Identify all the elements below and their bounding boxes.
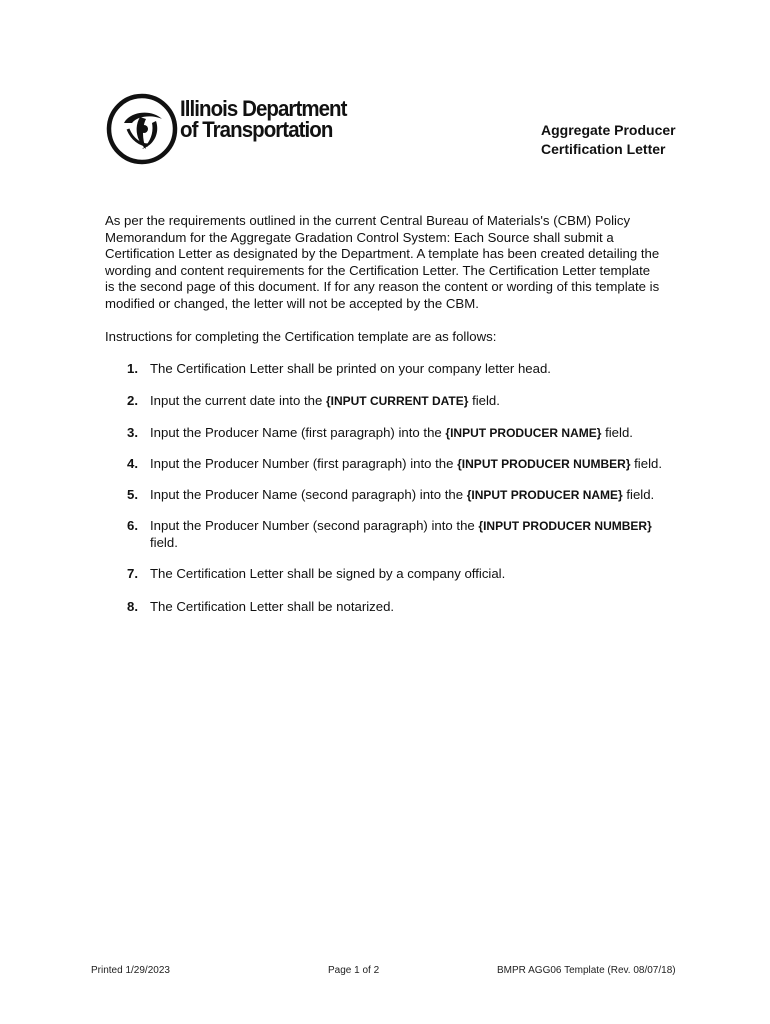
list-item-number: 8. xyxy=(127,599,138,614)
step-text: The Certification Letter shall be printed on your company letter head. xyxy=(150,361,551,376)
list-item-text xyxy=(150,518,710,551)
list-item-number: 3. xyxy=(127,425,138,440)
list-item-number: 5. xyxy=(127,487,138,502)
field-placeholder-code: {INPUT PRODUCER NAME} xyxy=(445,426,602,440)
list-item-text xyxy=(150,361,710,378)
step-text-suffix: field. xyxy=(630,456,663,471)
document-title-line1: Aggregate Producer xyxy=(541,122,676,138)
footer-page-number: Page 1 of 2 xyxy=(328,965,380,976)
footer-printed-date: Printed 1/29/2023 xyxy=(91,965,170,976)
step-text: Input the current date into the xyxy=(150,393,326,408)
list-item-text xyxy=(150,599,710,616)
list-item-number: 6. xyxy=(127,518,138,533)
intro-line: modified or changed, the letter will not be accepted by the CBM. xyxy=(105,295,479,311)
step-text: The Certification Letter shall be notarized. xyxy=(150,599,395,614)
field-placeholder-code: {INPUT PRODUCER NUMBER} xyxy=(457,457,631,471)
idot-seal-icon xyxy=(106,93,178,165)
list-item-number: 4. xyxy=(127,456,138,471)
instructions-heading: Instructions for completing the Certification template are as follows: xyxy=(105,329,497,344)
idot-logo xyxy=(106,93,359,165)
logo-wordmark-line2: of Transportation xyxy=(180,117,333,142)
step-text: Input the Producer Number (first paragraph) into the xyxy=(150,456,458,471)
intro-line: Memorandum for the Aggregate Gradation Control System: Each Source shall submit a xyxy=(105,229,614,245)
step-text: Input the Producer Name (second paragraph) into the xyxy=(150,487,467,502)
intro-line: As per the requirements outlined in the current Central Bureau of Materials's (CBM) Policy xyxy=(105,213,631,228)
step-text: Input the Producer Name (first paragraph) into the xyxy=(150,425,446,440)
step-text-suffix: field. xyxy=(622,487,655,502)
intro-line: wording and content requirements for the Certification Letter. The Certification Letter template xyxy=(105,262,651,278)
list-item-number: 7. xyxy=(127,566,138,581)
logo-wordmark xyxy=(180,98,347,140)
step-text-suffix: field. xyxy=(468,393,500,408)
intro-line: is the second page of this document. If for any reason the content or wording of this template is xyxy=(105,279,660,294)
list-item-number: 1. xyxy=(127,361,138,376)
field-placeholder-code: {INPUT PRODUCER NUMBER} xyxy=(478,519,652,533)
list-item-text xyxy=(150,566,710,583)
field-placeholder-code: {INPUT PRODUCER NAME} xyxy=(466,488,623,502)
field-placeholder-code: {INPUT CURRENT DATE} xyxy=(325,394,469,408)
step-text: The Certification Letter shall be signed by a company official. xyxy=(150,566,506,581)
intro-paragraph xyxy=(105,213,697,312)
list-item-text xyxy=(150,487,710,504)
list-item-text xyxy=(150,393,710,410)
step-text-continuation: field. xyxy=(150,534,178,550)
logo-wordmark-line1: Illinois Department xyxy=(180,96,347,121)
step-text-suffix: field. xyxy=(601,425,633,440)
document-title-line2: Certification Letter xyxy=(541,141,666,157)
list-item-text xyxy=(150,425,710,442)
footer-template-id: BMPR AGG06 Template (Rev. 08/07/18) xyxy=(497,965,676,976)
intro-line: Certification Letter as designated by the Department. A template has been created detailing the xyxy=(105,246,660,261)
list-item-number: 2. xyxy=(127,393,138,408)
document-title xyxy=(541,121,676,159)
list-item-text xyxy=(150,456,710,473)
step-text: Input the Producer Number (second paragraph) into the xyxy=(150,518,479,533)
